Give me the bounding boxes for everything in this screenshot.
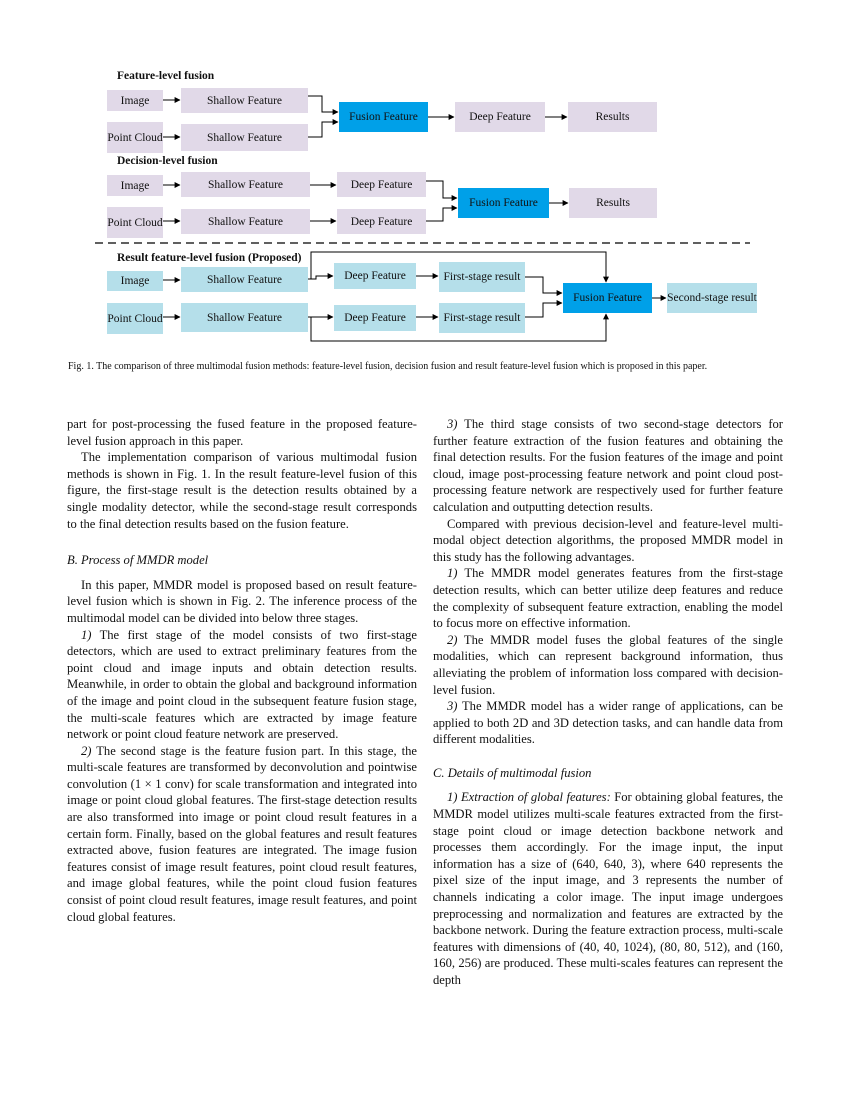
dl-image-box: Image <box>107 175 163 196</box>
dl-deep-feature-1: Deep Feature <box>337 172 426 197</box>
list-label: 3) <box>447 417 458 431</box>
section-heading-b: B. Process of MMDR model <box>67 553 209 568</box>
fl-shallow-feature-1: Shallow Feature <box>181 88 308 113</box>
rl-image-box: Image <box>107 271 163 291</box>
paragraph <box>433 698 783 748</box>
right-column <box>433 416 783 989</box>
paragraph <box>433 789 783 988</box>
list-label: 1) <box>447 566 458 581</box>
paragraph <box>433 416 783 516</box>
paragraph <box>433 565 783 631</box>
paragraph-text: The MMDR model has a wider range of applications, can be applied to both 2D and 3D detection tasks, and can handle data from different modalities. <box>433 699 783 747</box>
list-label: 1) <box>81 627 92 642</box>
rl-first-stage-result-1: First-stage result <box>439 262 525 292</box>
list-label: 2) <box>447 632 458 647</box>
dl-results: Results <box>569 188 657 218</box>
paragraph-text: For obtaining global features, the MMDR model utilizes multi-scale features extracted from the first-stage point cloud or image detection backbone network and processes them accordingly. For the image input, the input information has a size of (640, 640, 3), where 640 represents the pixel size of the input image, and 3 represents the number of channels indicating a color image. The input image undergoes preprocessing and normalization and features are extracted by the backbone network. During the feature extraction process, multi-scale features with dimensions of (40, 40, 1024), (80, 80, 512), and (160, 160, 256) are produced. These multi-scales features can represent the depth <box>433 790 783 987</box>
arrow-shallow-fusion-1a <box>307 96 338 112</box>
paragraph: In this paper, MMDR model is proposed based on result feature-level fusion which is shown in Fig. 2. The inference process of the multimodal model can be divided into below three stages. <box>67 577 417 625</box>
rl-shallow-feature-2: Shallow Feature <box>181 303 308 332</box>
fl-fusion-feature: Fusion Feature <box>339 102 428 132</box>
dl-point-cloud-box: Point Cloud <box>107 207 163 238</box>
fl-image-box: Image <box>107 90 163 111</box>
section-heading-c: C. Details of multimodal fusion <box>433 765 592 780</box>
list-label: 3) <box>447 699 458 714</box>
result-level-title: Result feature-level fusion (Proposed) <box>117 252 302 264</box>
dl-deep-feature-2: Deep Feature <box>337 209 426 234</box>
dl-shallow-feature-2: Shallow Feature <box>181 209 310 234</box>
feature-level-title: Feature-level fusion <box>117 70 215 82</box>
rl-deep-feature-1: Deep Feature <box>334 263 416 289</box>
paragraph-text: The second stage is the feature fusion part. In this stage, the multi-scale features are transformed by deconvolution and pointwise convolution (1 × 1 conv) for scale transformation and integrated into image or point cloud global features. The first-stage detection results are also transformed into image or point cloud result features in a certain form. Finally, based on the global features and result features extracted above, fusion features are integrated. The image fusion features consist of image result features, point cloud result features, and image global features, while the point cloud fusion features consist of point cloud result features, image result features, and point cloud global features. <box>67 743 417 924</box>
paragraph-text: The MMDR model fuses the global features of the single modalities, which can represent background information, thus alleviating the problem of information loss compared with decision-level fusion. <box>433 632 783 697</box>
list-label: 2) <box>81 743 92 758</box>
paragraph <box>67 627 417 743</box>
arrow-shallow-fusion-1b <box>307 122 338 137</box>
fl-point-cloud-box: Point Cloud <box>107 122 163 153</box>
rl-deep-feature-2: Deep Feature <box>334 305 416 331</box>
rl-fusion-feature: Fusion Feature <box>563 283 652 313</box>
rl-second-stage-result: Second-stage result <box>667 283 757 313</box>
figure-1 <box>0 0 850 360</box>
dl-fusion-feature: Fusion Feature <box>458 188 549 218</box>
subsection-label: 1) Extraction of global features: <box>447 790 611 805</box>
fl-shallow-feature-2: Shallow Feature <box>181 124 308 151</box>
paragraph: The implementation comparison of various multimodal fusion methods is shown in Fig. 1. In the result feature-level fusion of this figure, the first-stage result is the detection results obtained by a single modality detector, while the second-stage result corresponds to the final detection results based on the fusion feature. <box>67 450 417 531</box>
left-column <box>67 416 417 925</box>
arrow-deep-fusion-2a <box>426 181 457 198</box>
arrow-first-fusion-3a <box>525 277 562 293</box>
paragraph: part for post-processing the fused feature in the proposed feature-level fusion approach in this paper. <box>67 417 417 448</box>
paragraph: Compared with previous decision-level and feature-level multi-modal object detection algorithms, the proposed MMDR model in this study has the following advantages. <box>433 516 783 564</box>
arrow-deep-fusion-2b <box>426 208 457 221</box>
paragraph-text: The first stage of the model consists of two first-stage detectors, which are used to extract preliminary features from the point cloud and image inputs and obtain detection results. Meanwhile, in order to obtain the global and background information of the image and point cloud in the subsequent feature fusion stage, the multi-scale features which are extracted by image feature network or point cloud feature network are preserved. <box>67 627 417 742</box>
paragraph-text: The MMDR model generates features from the first-stage detection results, which can better utilize deep features and reduce the complexity of subsequent feature extraction, enabling the model to focus more on effective information. <box>433 566 783 631</box>
fl-deep-feature: Deep Feature <box>455 102 545 132</box>
dl-shallow-feature-1: Shallow Feature <box>181 172 310 197</box>
decision-level-title: Decision-level fusion <box>117 155 218 167</box>
fl-results: Results <box>568 102 657 132</box>
rl-point-cloud-box: Point Cloud <box>107 303 163 334</box>
paragraph-text: The third stage consists of two second-stage detectors for further feature extraction of the fusion features and obtaining the final detection results. For the fusion features of the image and point cloud, image post-processing feature network and point cloud post-processing feature network are respectively used for further feature calculation and outputting detection results. <box>433 417 783 514</box>
rl-shallow-feature-1: Shallow Feature <box>181 267 308 292</box>
paragraph <box>67 743 417 926</box>
paragraph <box>433 632 783 698</box>
figure-caption: Fig. 1. The comparison of three multimodal fusion methods: feature-level fusion, decision fusion and result feature-level fusion which is proposed in this paper. <box>68 361 708 372</box>
arrow-first-fusion-3b <box>525 303 562 317</box>
rl-first-stage-result-2: First-stage result <box>439 303 525 333</box>
